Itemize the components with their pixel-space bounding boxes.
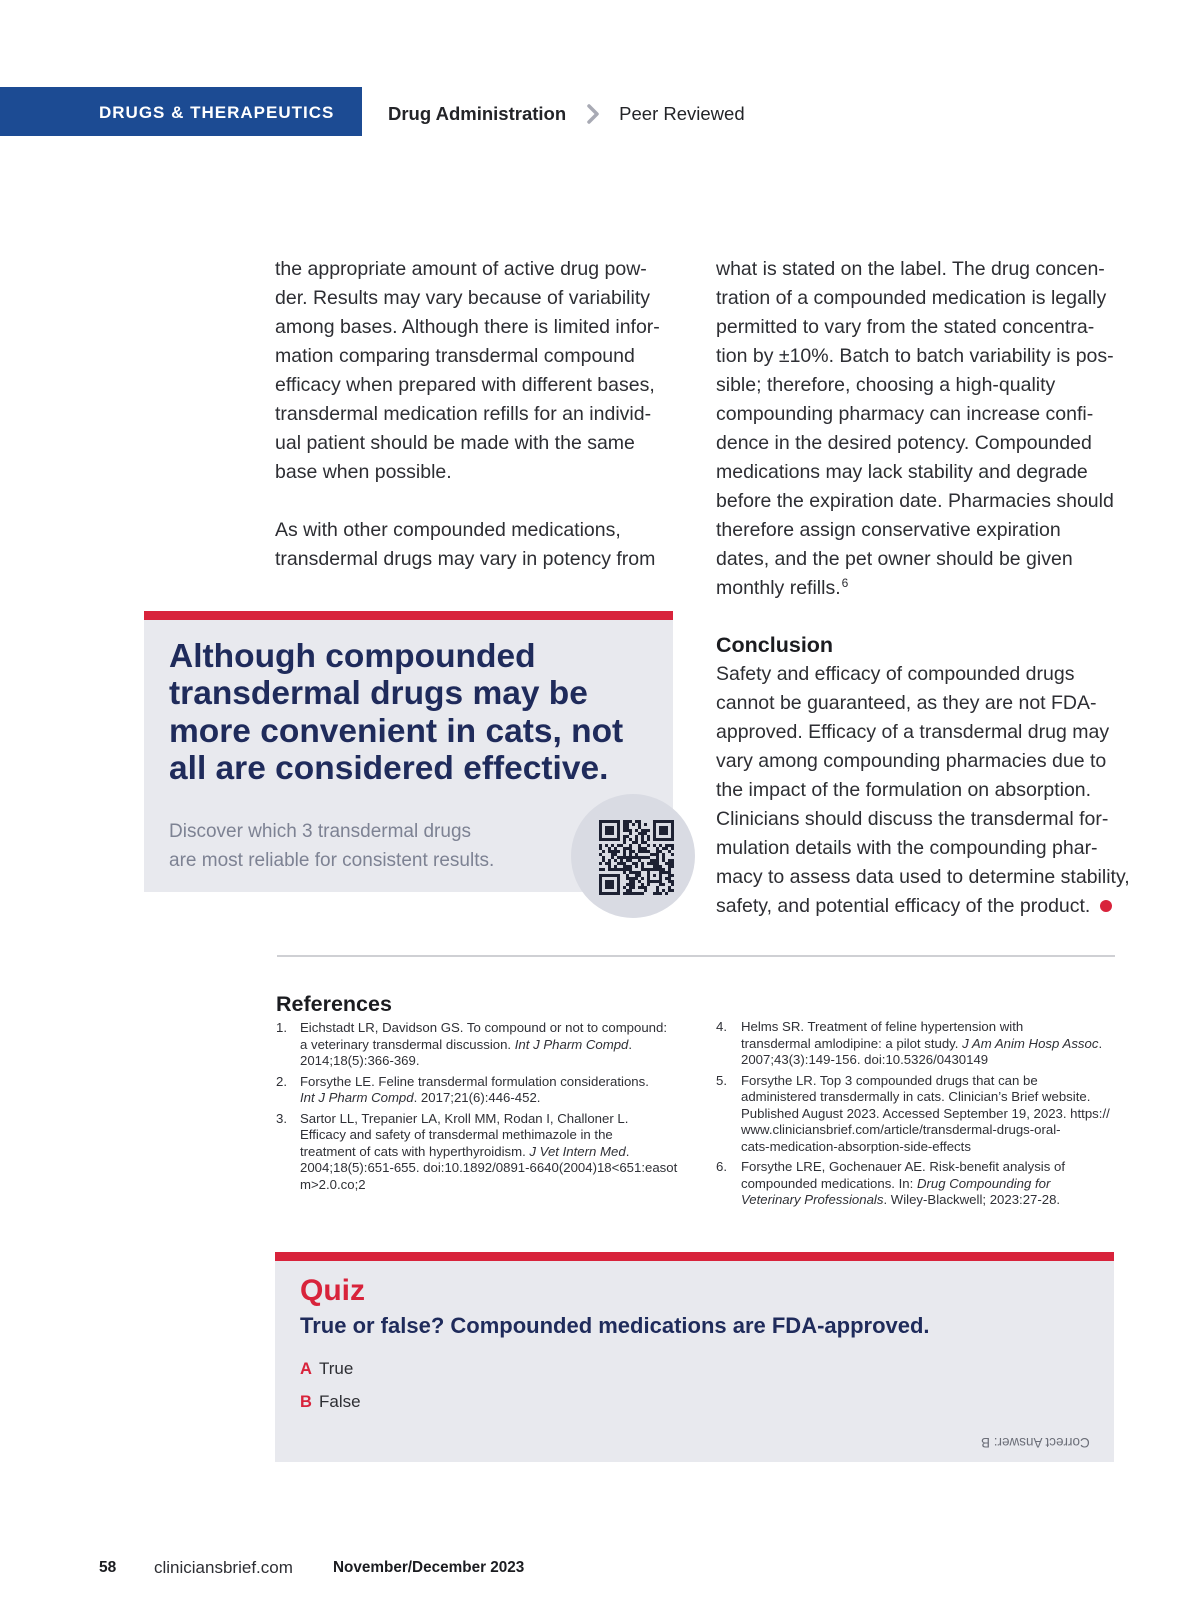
reference-item: [276, 1111, 676, 1194]
reference-text-segment: 2007;43(3):149-156. doi:10.5326/0430149: [741, 1052, 989, 1067]
text-line: approved. Efficacy of a transdermal drug may: [716, 721, 1110, 743]
qr-code-icon: [599, 820, 674, 895]
right-column: [716, 255, 1186, 921]
text-line: the appropriate amount of active drug pow-: [275, 258, 647, 280]
reference-line: [741, 1192, 1065, 1209]
reference-text-segment: m>2.0.co;2: [300, 1176, 366, 1192]
reference-line: [741, 1139, 1110, 1156]
section-banner: [0, 87, 362, 136]
text-line: compounding pharmacy can increase confi-: [716, 403, 1094, 425]
breadcrumb-category: Drug Administration: [388, 103, 567, 124]
reference-text-segment: administered transdermally in cats. Clinician’s Brief website.: [741, 1089, 1091, 1104]
text-line: ual patient should be made with the same: [275, 432, 635, 454]
reference-text: [741, 1159, 1065, 1209]
text-line: tion by ±10%. Batch to batch variability is pos-: [716, 345, 1114, 367]
reference-text-segment: . 2017;21(6):446-452.: [413, 1090, 541, 1105]
reference-line: [300, 1020, 667, 1037]
reference-text-segment: a veterinary transdermal discussion.: [300, 1036, 515, 1052]
reference-line: [741, 1036, 1102, 1053]
reference-line: [741, 1089, 1110, 1106]
text-line: all are considered effective.: [169, 749, 609, 787]
reference-text-segment: Efficacy and safety of transdermal methimazole in the: [300, 1127, 613, 1142]
reference-text-segment: Eichstadt LR, Davidson GS. To compound or not to compound:: [300, 1020, 668, 1035]
reference-text-segment: .: [1098, 1035, 1103, 1051]
option-text: True: [319, 1359, 354, 1378]
text-line: dence in the desired potency. Compounded: [716, 432, 1092, 454]
option-letter: A: [300, 1360, 312, 1378]
reference-line: [300, 1090, 649, 1107]
reference-text: [300, 1020, 667, 1070]
reference-item: [276, 1074, 676, 1107]
journal-title: Drug Compounding for: [916, 1175, 1051, 1191]
text-line: therefore assign conservative expiration: [716, 519, 1061, 541]
quiz-question: True or false? Compounded medications are FDA-approved.: [300, 1313, 930, 1338]
reference-line: [741, 1159, 1065, 1176]
text-line: base when possible.: [275, 461, 452, 483]
reference-line: [300, 1111, 677, 1128]
text-line: Clinicians should discuss the transdermal for-: [716, 808, 1109, 830]
reference-text-segment: Sartor LL, Trepanier LA, Kroll MM, Rodan I, Challoner L.: [300, 1110, 629, 1126]
quiz-options: [300, 1356, 361, 1422]
body-paragraph: [275, 255, 675, 487]
pull-quote-cta: [169, 817, 494, 875]
reference-number: 5.: [716, 1072, 727, 1088]
quiz-answer-upside-down: Correct Answer: B: [981, 1435, 1090, 1450]
references-column-1: [276, 1020, 676, 1197]
journal-title: Veterinary Professionals: [741, 1192, 884, 1207]
pull-quote-text: [169, 638, 623, 787]
section-divider: [277, 955, 1115, 957]
text-line: permitted to vary from the stated concentra-: [716, 316, 1095, 338]
text-line: what is stated on the label. The drug concen-: [716, 258, 1105, 280]
text-line: Safety and efficacy of compounded drugs: [716, 663, 1075, 685]
journal-title: Int J Pharm Compd: [300, 1090, 414, 1105]
page-footer: [0, 1558, 1200, 1578]
breadcrumb-subcategory: Peer Reviewed: [619, 103, 745, 124]
text-line: transdermal drugs may be: [169, 675, 588, 713]
body-paragraph: [275, 516, 675, 574]
text-line: macy to assess data used to determine stability,: [716, 866, 1130, 888]
reference-text-segment: cats-medication-absorption-side-effects: [741, 1138, 971, 1154]
text-line: sible; therefore, choosing a high-quality: [716, 374, 1056, 396]
footer-website: cliniciansbrief.com: [154, 1558, 293, 1577]
text-line: vary among compounding pharmacies due to: [716, 750, 1107, 772]
text-line: Discover which 3 transdermal drugs: [169, 821, 472, 842]
reference-text-segment: Published August 2023. Accessed September 19, 2023. https://: [741, 1105, 1110, 1121]
text-line-content: monthly refills.: [716, 577, 841, 599]
text-line: transdermal medication refills for an individ-: [275, 403, 652, 425]
reference-text-segment: Helms SR. Treatment of feline hypertension with: [741, 1019, 1024, 1034]
reference-item: [716, 1019, 1156, 1069]
reference-text-segment: Forsythe LRE, Gochenauer AE. Risk-benefit analysis of: [741, 1159, 1065, 1174]
text-line: mation comparing transdermal compound: [275, 345, 635, 367]
text-line: As with other compounded medications,: [275, 519, 621, 541]
reference-text-segment: 2004;18(5):651-655. doi:10.1892/0891-6640(2004)18<651:easot: [300, 1160, 678, 1175]
reference-line: [300, 1074, 649, 1091]
reference-number: 4.: [716, 1019, 727, 1034]
reference-line: [300, 1160, 677, 1177]
reference-number: 1.: [276, 1020, 287, 1035]
reference-number: 3.: [276, 1110, 287, 1126]
right-paragraph: [716, 255, 1186, 603]
reference-text-segment: Forsythe LE. Feline transdermal formulation considerations.: [300, 1073, 649, 1089]
reference-text-segment: transdermal amlodipine: a pilot study.: [741, 1035, 963, 1051]
text-line: among bases. Although there is limited infor-: [275, 316, 660, 338]
text-line: before the expiration date. Pharmacies should: [716, 490, 1114, 512]
section-label: DRUGS & THERAPEUTICS: [99, 103, 335, 122]
conclusion-heading: Conclusion: [716, 633, 834, 657]
text-line: [716, 892, 1186, 921]
reference-text-segment: .: [628, 1036, 633, 1052]
quiz-option-b: [300, 1389, 361, 1415]
text-line: Although compounded: [169, 638, 536, 675]
text-line-content: safety, and potential efficacy of the product.: [716, 895, 1091, 917]
references-column-2: [716, 1019, 1156, 1213]
footnote-reference: 6: [841, 575, 849, 590]
text-line: the impact of the formulation on absorption.: [716, 779, 1092, 801]
reference-text-segment: treatment of cats with hyperthyroidism.: [300, 1143, 530, 1159]
footer-issue-date: November/December 2023: [333, 1559, 525, 1576]
reference-item: [716, 1159, 1156, 1209]
pull-quote-box: [144, 611, 673, 892]
text-line: cannot be guaranteed, as they are not FDA-: [716, 692, 1097, 714]
reference-number: 2.: [276, 1073, 287, 1089]
reference-line: [300, 1127, 677, 1144]
reference-text: [300, 1074, 649, 1107]
quiz-option-a: [300, 1356, 361, 1382]
reference-line: [300, 1177, 677, 1194]
text-line: dates, and the pet owner should be given: [716, 548, 1073, 570]
reference-text-segment: compounded medications. In:: [741, 1175, 917, 1191]
reference-line: [300, 1053, 667, 1070]
page-number: 58: [99, 1559, 117, 1576]
text-line: more convenient in cats, not: [169, 712, 624, 750]
text-line: are most reliable for consistent results.: [169, 850, 495, 871]
qr-modules: [599, 820, 674, 895]
reference-item: [276, 1020, 676, 1070]
text-line: efficacy when prepared with different bases,: [275, 374, 655, 396]
text-line: medications may lack stability and degrade: [716, 461, 1088, 483]
reference-text-segment: Forsythe LR. Top 3 compounded drugs that can be: [741, 1072, 1038, 1088]
references-heading: References: [276, 992, 392, 1016]
reference-text: [741, 1073, 1110, 1156]
reference-line: [741, 1073, 1110, 1090]
text-line: tration of a compounded medication is legally: [716, 287, 1107, 309]
reference-item: [716, 1073, 1156, 1156]
reference-line: [741, 1176, 1065, 1193]
reference-number: 6.: [716, 1159, 727, 1174]
option-text: False: [319, 1392, 361, 1411]
reference-text-segment: .: [625, 1143, 630, 1159]
left-column: [275, 255, 675, 574]
end-mark-dot-icon: [1100, 900, 1112, 912]
reference-line: [741, 1052, 1102, 1069]
reference-text: [741, 1019, 1102, 1069]
journal-title: Int J Pharm Compd: [514, 1036, 629, 1052]
conclusion-paragraph: [716, 660, 1186, 921]
quiz-title: Quiz: [300, 1274, 365, 1307]
reference-text: [300, 1111, 677, 1194]
reference-line: [741, 1106, 1110, 1123]
text-line: transdermal drugs may vary in potency from: [275, 548, 656, 570]
reference-text-segment: www.cliniciansbrief.com/article/transdermal-drugs-oral-: [741, 1122, 1061, 1137]
text-line: der. Results may vary because of variability: [275, 287, 650, 309]
quiz-box: [275, 1252, 1114, 1462]
text-line: mulation details with the compounding phar-: [716, 837, 1098, 859]
reference-text-segment: . Wiley-Blackwell; 2023:27-28.: [883, 1192, 1061, 1207]
reference-line: [300, 1144, 677, 1161]
reference-line: [741, 1122, 1110, 1139]
text-line: [716, 574, 1186, 603]
journal-title: J Vet Intern Med: [529, 1143, 626, 1159]
option-letter: B: [300, 1393, 312, 1411]
chevron-right-icon: [586, 103, 600, 125]
reference-text-segment: 2014;18(5):366-369.: [300, 1053, 420, 1068]
reference-line: [741, 1019, 1102, 1036]
reference-line: [300, 1037, 667, 1054]
breadcrumb: [388, 99, 745, 129]
journal-title: J Am Anim Hosp Assoc: [962, 1035, 1099, 1051]
